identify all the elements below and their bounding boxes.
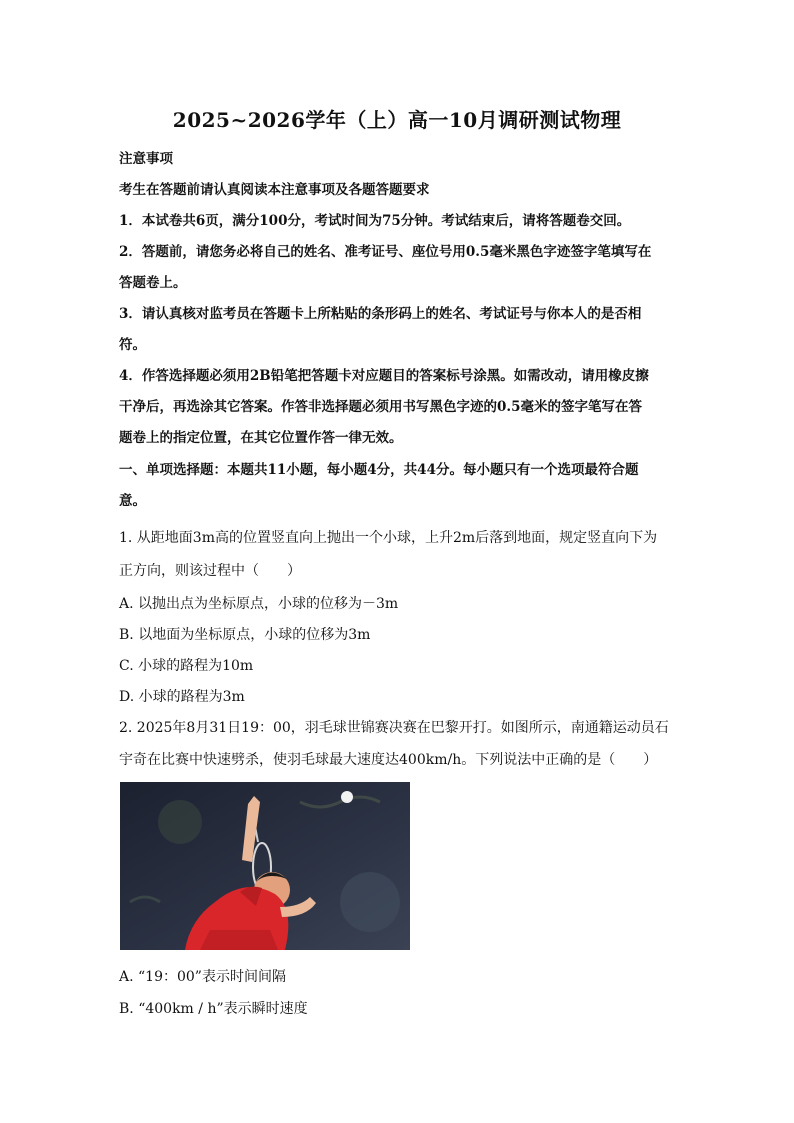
notice-item-3-line1: 3．请认真核对监考员在答题卡上所粘贴的条形码上的姓名、考试证号与你本人的是否相 bbox=[119, 306, 642, 322]
q1-stem-line2: 正方向，则该过程中（ ） bbox=[119, 563, 301, 579]
q2-option-a: A. “19：00”表示时间间隔 bbox=[119, 969, 286, 985]
notice-item-4-line2: 干净后，再选涂其它答案。作答非选择题必须用书写黑色字迹的0.5毫米的签字笔写在答 bbox=[119, 399, 642, 415]
q1-option-a: A. 以抛出点为坐标原点，小球的位移为－3m bbox=[119, 596, 399, 612]
page-title: 2025~2026学年（上）高一10月调研测试物理 bbox=[172, 108, 622, 132]
notice-heading: 注意事项 bbox=[119, 151, 173, 167]
notice-item-3-line2: 符。 bbox=[119, 337, 146, 353]
notice-item-2-line2: 答题卷上。 bbox=[119, 275, 187, 291]
section-heading-line2: 意。 bbox=[119, 493, 146, 509]
q2-stem-line1: 2. 2025年8月31日19：00，羽毛球世锦赛决赛在巴黎开打。如图所示，南通籍运动员石 bbox=[119, 720, 669, 736]
section-heading-line1: 一、单项选择题：本题共11小题，每小题4分，共44分。每小题只有一个选项最符合题 bbox=[119, 462, 639, 478]
q1-option-d: D. 小球的路程为3m bbox=[119, 689, 245, 705]
q1-stem-line1: 1. 从距地面3m高的位置竖直向上抛出一个小球，上升2m后落到地面，规定竖直向下为 bbox=[119, 530, 658, 546]
notice-item-4-line3: 题卷上的指定位置，在其它位置作答一律无效。 bbox=[119, 430, 403, 446]
notice-item-2-line1: 2．答题前，请您务必将自己的姓名、准考证号、座位号用0.5毫米黑色字迹签字笔填写在 bbox=[119, 244, 652, 260]
q2-option-b: B. “400km / h”表示瞬时速度 bbox=[119, 1001, 308, 1017]
badminton-player-photo bbox=[120, 782, 410, 950]
q1-option-c: C. 小球的路程为10m bbox=[119, 658, 254, 674]
q2-stem-line2: 宇奇在比赛中快速劈杀，使羽毛球最大速度达400km/h。下列说法中正确的是（ ） bbox=[119, 752, 658, 768]
notice-item-1: 1．本试卷共6页，满分100分，考试时间为75分钟。考试结束后，请将答题卷交回。 bbox=[119, 213, 631, 229]
notice-item-4-line1: 4．作答选择题必须用2B铅笔把答题卡对应题目的答案标号涂黑。如需改动，请用橡皮擦 bbox=[119, 368, 649, 384]
notice-intro: 考生在答题前请认真阅读本注意事项及各题答题要求 bbox=[119, 182, 430, 198]
q1-option-b: B. 以地面为坐标原点，小球的位移为3m bbox=[119, 627, 371, 643]
